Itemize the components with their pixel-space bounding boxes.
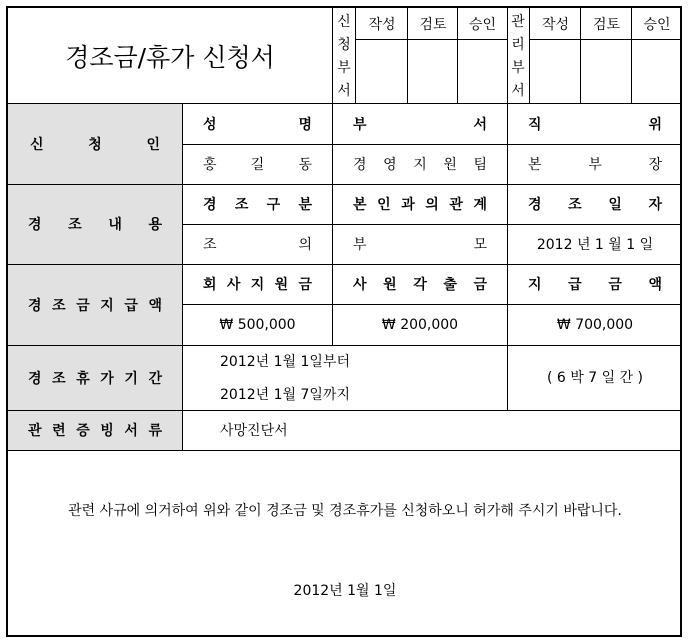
grid-line [183,144,682,145]
vertical-label-char: 관 [511,13,525,30]
grid-line [8,345,682,346]
payment-head-2 [528,264,662,304]
stamp-head-applicant-0: 작성 [368,16,396,33]
applicant-head-2-char: 직 [528,117,542,133]
form-title: 경조금/휴가 신청서 [65,43,275,72]
grid-line [183,304,682,305]
documents-value: 사망진단서 [220,423,288,439]
application-date: 2012년 1월 1일 [293,583,397,599]
vertical-label-char: 부 [337,59,351,76]
payment-head-1-char: 출 [443,277,457,293]
event-label-char: 경 [28,217,42,233]
grid-line [507,8,508,104]
applicant-value-2-char: 본 [528,157,542,173]
signature-box [356,40,408,103]
leave-label-char: 휴 [76,370,90,387]
vertical-label-char: 부 [511,59,525,76]
applicant-value-0 [203,144,312,184]
event-value-1-char: 부 [353,237,367,253]
vertical-label-char: 신 [337,13,351,30]
signature-box [458,40,507,103]
stamp-head-manager-2: 승인 [643,16,671,33]
applicant-head-1 [353,104,487,144]
grid-line [530,39,682,40]
payment-head-1-char: 각 [413,277,427,293]
grid-line [8,264,682,265]
payment-head-0-char: 사 [226,277,241,293]
signature-box [530,40,581,103]
applicant-value-1-char: 지 [413,157,427,173]
documents-label-char: 빙 [100,423,114,439]
event-label-char: 내 [108,217,122,233]
event-head-1-char: 관 [449,197,463,213]
grid-line [332,8,333,104]
documents-label-char: 서 [124,423,138,439]
applicant-head-2 [528,104,662,144]
payment-head-1-char: 금 [473,277,487,293]
signature-box [581,40,632,103]
documents-label-char: 련 [52,423,66,439]
applicant-head-1-char: 부 [353,117,367,133]
leave-label-char: 가 [100,370,114,387]
event-head-0 [203,184,312,224]
applicant-head-0-char: 명 [298,117,312,133]
leave-label-char: 조 [52,370,66,387]
event-head-0-char: 구 [266,197,281,213]
leave-label-char: 기 [124,370,138,387]
payment-head-0-char: 지 [250,277,265,293]
payment-label [28,264,162,345]
leave-from: 2012년 1월 1일부터 [220,354,350,370]
event-head-1-char: 본 [353,197,367,213]
applicant-value-1-char: 팀 [473,157,487,173]
stamp-head-manager-0: 작성 [541,16,570,33]
grid-line [8,184,682,185]
event-head-1-char: 계 [473,197,487,213]
grid-line [332,104,333,345]
documents-label-char: 류 [148,423,162,439]
payment-head-0-char: 금 [298,277,312,293]
grid-line [8,410,682,411]
applicant-dept-stamp-label [333,10,355,102]
payment-head-1-char: 사 [353,277,367,293]
event-head-0-char: 조 [234,197,249,213]
leave-label [28,345,162,410]
applicant-label [30,104,160,184]
event-label [28,184,162,264]
payment-head-0 [203,264,312,304]
applicant-label-char: 신 [30,137,44,153]
documents-label [28,410,162,450]
leave-to: 2012년 1월 7일까지 [220,387,350,403]
leave-duration: ( 6 박 7 일 간 ) [546,370,643,386]
stamp-head-applicant-2: 승인 [468,16,497,33]
stamp-head-manager-1: 검토 [592,16,621,33]
payment-head-2-char: 지 [528,277,542,293]
signature-box [632,40,682,103]
applicant-value-1 [353,144,487,184]
payment-value-1: ₩ 200,000 [381,316,459,333]
leave-label-char: 간 [148,370,162,387]
applicant-head-2-char: 위 [648,117,662,133]
event-head-2-char: 자 [648,197,662,213]
grid-line [407,8,408,104]
event-head-1-char: 과 [401,197,415,213]
applicant-head-1-char: 서 [473,117,487,133]
event-head-2 [528,184,662,224]
applicant-value-0-char: 길 [250,157,265,173]
payment-head-2-char: 액 [648,277,662,293]
event-head-1 [353,184,487,224]
signature-box [408,40,458,103]
grid-line [182,104,183,451]
payment-label-char: 급 [124,297,138,314]
payment-label-char: 조 [52,297,66,314]
grid-line [580,8,581,104]
event-value-1-char: 모 [473,237,487,253]
event-head-2-char: 경 [528,197,542,213]
vertical-label-char: 서 [337,82,351,99]
documents-label-char: 증 [76,423,90,439]
event-value-0 [203,224,312,264]
manager-dept-stamp-label [507,10,529,102]
applicant-head-0 [203,104,312,144]
applicant-label-char: 청 [88,137,102,153]
payment-value-2: ₩ 700,000 [556,316,634,333]
event-label-char: 용 [148,217,162,233]
grid-line [183,224,682,225]
vertical-label-char: 서 [511,82,525,99]
applicant-label-char: 인 [146,137,160,153]
request-statement: 관련 사규에 의거하여 위와 같이 경조금 및 경조휴가를 신청하오니 허가해 주시기 바랍니다. [68,503,622,519]
grid-line [8,450,682,451]
payment-head-0-char: 회 [203,277,217,293]
payment-label-char: 액 [148,297,162,314]
payment-head-1 [353,264,487,304]
applicant-value-2-char: 장 [648,157,662,173]
payment-head-0-char: 원 [274,277,289,293]
grid-line [355,8,356,104]
vertical-label-char: 리 [511,36,525,53]
applicant-value-1-char: 경 [353,157,367,173]
payment-label-char: 지 [100,297,114,314]
payment-label-char: 금 [76,297,90,314]
vertical-label-char: 청 [337,36,351,53]
grid-line [507,104,508,410]
payment-head-1-char: 원 [383,277,397,293]
applicant-value-2 [528,144,662,184]
grid-line [631,8,632,104]
applicant-head-0-char: 성 [203,117,217,133]
event-label-char: 조 [68,217,82,233]
payment-head-2-char: 급 [568,277,582,293]
event-head-1-char: 의 [425,197,439,213]
payment-label-char: 경 [28,297,42,314]
applicant-value-0-char: 동 [298,157,312,173]
payment-head-2-char: 금 [608,277,622,293]
payment-value-0: ₩ 500,000 [219,316,296,333]
event-head-1-char: 인 [377,197,391,213]
stamp-head-applicant-1: 검토 [419,16,447,33]
event-value-1 [353,224,487,264]
grid-line [529,8,530,104]
documents-label-char: 관 [28,423,42,439]
applicant-value-1-char: 영 [383,157,397,173]
leave-label-char: 경 [28,370,42,387]
applicant-value-1-char: 원 [443,157,457,173]
grid-line [356,39,507,40]
event-head-0-char: 경 [203,197,217,213]
event-head-0-char: 분 [298,197,312,213]
applicant-value-0-char: 홍 [203,157,217,173]
event-value-0-char: 조 [203,237,217,253]
grid-line [457,8,458,104]
event-value-0-char: 의 [298,237,312,253]
event-value-2: 2012 년 1 월 1 일 [536,237,654,253]
event-head-2-char: 조 [568,197,582,213]
applicant-value-2-char: 부 [588,157,602,173]
event-head-2-char: 일 [608,197,622,213]
